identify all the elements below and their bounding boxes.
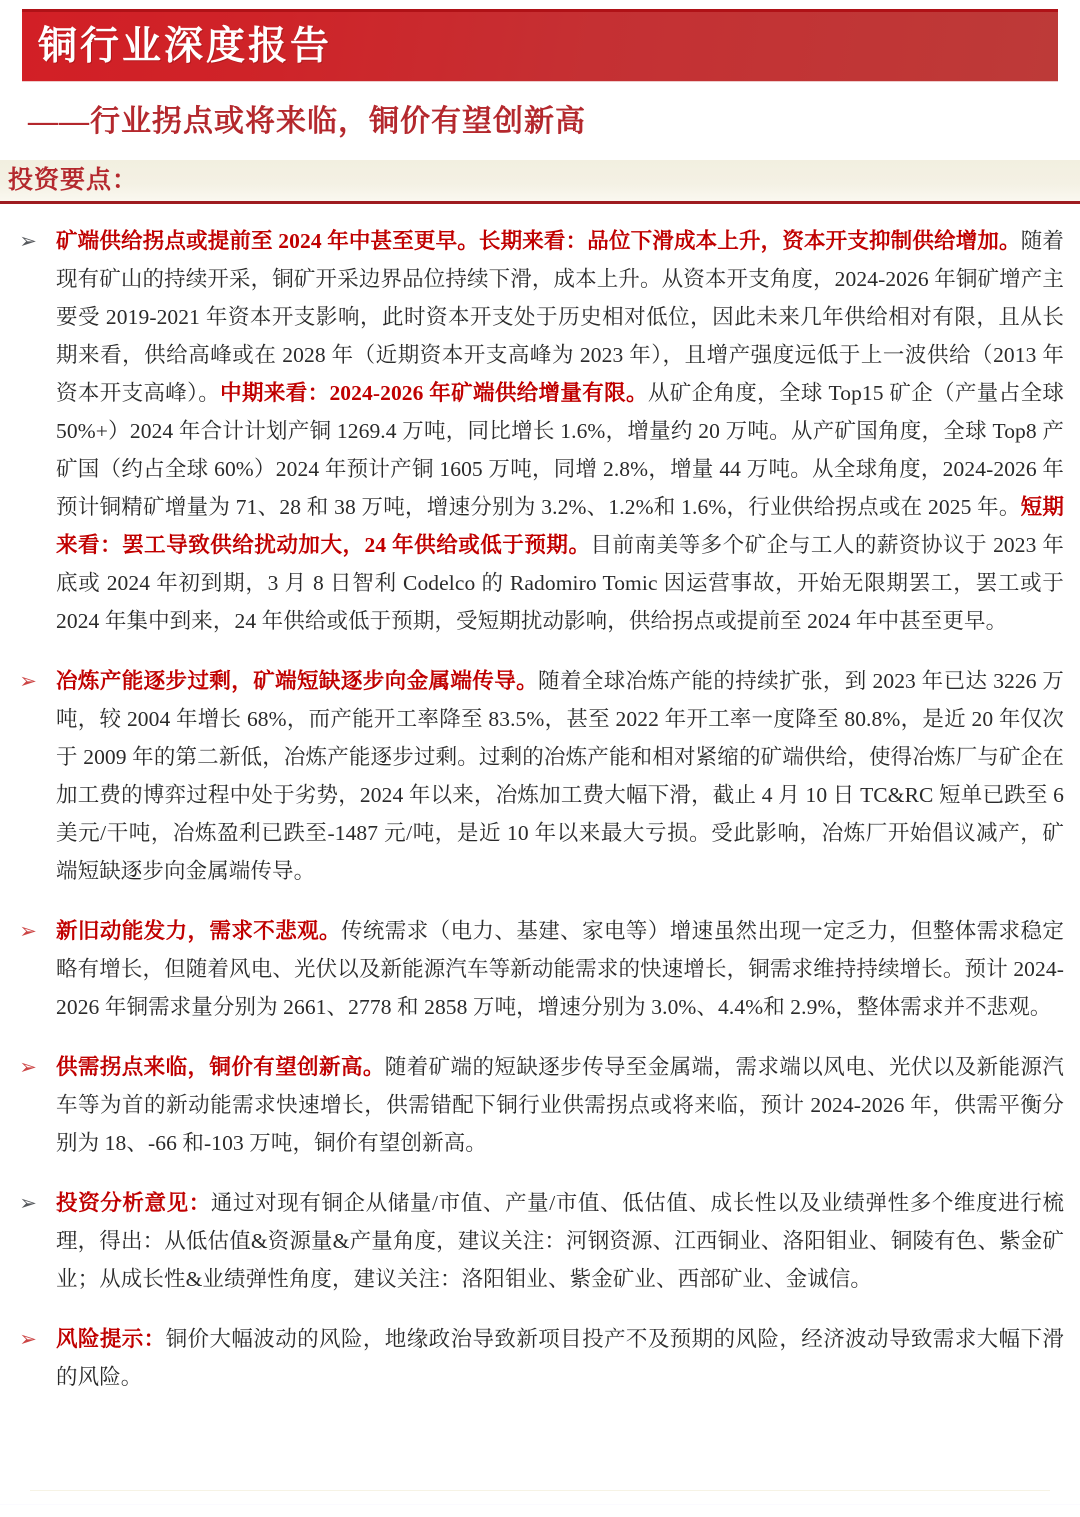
footer-divider (30, 1490, 1050, 1491)
body-run: 铜价大幅波动的风险，地缘政治导致新项目投产不及预期的风险，经济波动导致需求大幅下滑的风险。 (56, 1326, 1064, 1389)
investment-point (0, 222, 1064, 640)
highlight-run: 矿端供给拐点或提前至 2024 年中甚至更早。长期来看：品位下滑成本上升，资本开支抑制供给增加。 (56, 228, 1021, 253)
investment-highlights-band (0, 160, 1080, 204)
footer-divider-secondary (0, 1504, 1080, 1505)
arrow-bullet-icon: ➢ (19, 1326, 37, 1351)
highlight-run: 风险提示： (56, 1326, 166, 1351)
report-subtitle: ——行业拐点或将来临，铜价有望创新高 (28, 105, 586, 138)
arrow-bullet-icon: ➢ (19, 1054, 37, 1079)
section-heading: 投资要点： (8, 167, 139, 194)
body-run: 随着现有矿山的持续开采，铜矿开采边界品位持续下滑，成本上升。从资本开支角度，2024-2026 年铜矿增产主要受 2019-2021 年资本开支影响，此时资本开支处于历史相对低位，因此未来几年供给相对有限，且从长期来看，供给高峰或在 2028 年（近期资本开支高峰为 2023 年），且增产强度远低于上一波供给（2013 年资本开支高峰）。 (56, 228, 1064, 405)
report-title-banner (22, 9, 1058, 81)
investment-point-text (56, 222, 1064, 640)
investment-point (0, 1184, 1064, 1298)
investment-point-text (56, 1320, 1064, 1396)
highlight-run: 中期来看：2024-2026 年矿端供给增量有限。 (220, 380, 648, 405)
investment-point (0, 1320, 1064, 1396)
investment-point (0, 1048, 1064, 1162)
investment-points-list (0, 222, 1080, 1396)
body-run: 通过对现有铜企从储量/市值、产量/市值、低估值、成长性以及业绩弹性多个维度进行梳理，得出：从低估值&资源量&产量角度，建议关注：河钢资源、江西铜业、洛阳钼业、铜陵有色、紫金矿业；从成长性&业绩弹性角度，建议关注：洛阳钼业、紫金矿业、西部矿业、金诚信。 (56, 1190, 1065, 1291)
highlight-run: 新旧动能发力，需求不悲观。 (56, 918, 341, 943)
body-run: 目前南美等多个矿企与工人的薪资协议于 2023 年底或 2024 年初到期，3 月 8 日智利 Codelco 的 Radomiro Tomic 因运营事故，开始无限期罢工，罢工或于 2024 年集中到来，24 年供给或低于预期，受短期扰动影响，供给拐点或提前至 2024 年中甚至更早。 (56, 532, 1064, 633)
body-run: 随着矿端的短缺逐步传导至金属端，需求端以风电、光伏以及新能源汽车等为首的新动能需求快速增长，供需错配下铜行业供需拐点或将来临，预计 2024-2026 年，供需平衡分别为 18、-66 和-103 万吨，铜价有望创新高。 (56, 1054, 1064, 1155)
investment-point-text (56, 1184, 1064, 1298)
arrow-bullet-icon: ➢ (19, 918, 37, 943)
arrow-bullet-icon: ➢ (19, 228, 37, 253)
investment-point-text (56, 662, 1064, 890)
highlight-run: 短期来看：罢工导致供给扰动加大，24 年供给或低于预期。 (56, 494, 1064, 557)
investment-point (0, 662, 1064, 890)
highlight-run: 供需拐点来临，铜价有望创新高。 (56, 1054, 385, 1079)
body-run: 随着全球冶炼产能的持续扩张，到 2023 年已达 3226 万吨，较 2004 年增长 68%，而产能开工率降至 83.5%，甚至 2022 年开工率一度降至 80.8%，是近 20 年仅次于 2009 年的第二新低，冶炼产能逐步过剩。过剩的冶炼产能和相对紧缩的矿端供给，使得冶炼厂与矿企在加工费的博弈过程中处于劣势，2024 年以来，冶炼加工费大幅下滑，截止 4 月 10 日 TC&RC 短单已跌至 6 美元/干吨，冶炼盈利已跌至-1487 元/吨，是近 10 年以来最大亏损。受此影响，冶炼厂开始倡议减产，矿端短缺逐步向金属端传导。 (56, 668, 1064, 883)
body-run: 从矿企角度，全球 Top15 矿企（产量占全球50%+）2024 年合计计划产铜 1269.4 万吨，同比增长 1.6%，增量约 20 万吨。从产矿国角度，全球 Top8 产矿国（约占全球 60%）2024 年预计产铜 1605 万吨，同增 2.8%，增量 44 万吨。从全球角度，2024-2026 年预计铜精矿增量为 71、28 和 38 万吨，增速分别为 3.2%、1.2%和 1.6%，行业供给拐点或在 2025 年。 (56, 380, 1064, 519)
investment-point (0, 912, 1064, 1026)
arrow-bullet-icon: ➢ (19, 668, 37, 693)
investment-point-text (56, 1048, 1064, 1162)
report-title: 铜行业深度报告 (38, 25, 333, 68)
highlight-run: 投资分析意见： (56, 1190, 211, 1215)
investment-point-text (56, 912, 1064, 1026)
highlight-run: 冶炼产能逐步过剩，矿端短缺逐步向金属端传导。 (56, 668, 539, 693)
arrow-bullet-icon: ➢ (19, 1190, 37, 1215)
body-run: 传统需求（电力、基建、家电等）增速虽然出现一定乏力，但整体需求稳定略有增长，但随着风电、光伏以及新能源汽车等新动能需求的快速增长，铜需求维持持续增长。预计 2024-2026 年铜需求量分别为 2661、2778 和 2858 万吨，增速分别为 3.0%、4.4%和 2.9%，整体需求并不悲观。 (56, 918, 1064, 1019)
